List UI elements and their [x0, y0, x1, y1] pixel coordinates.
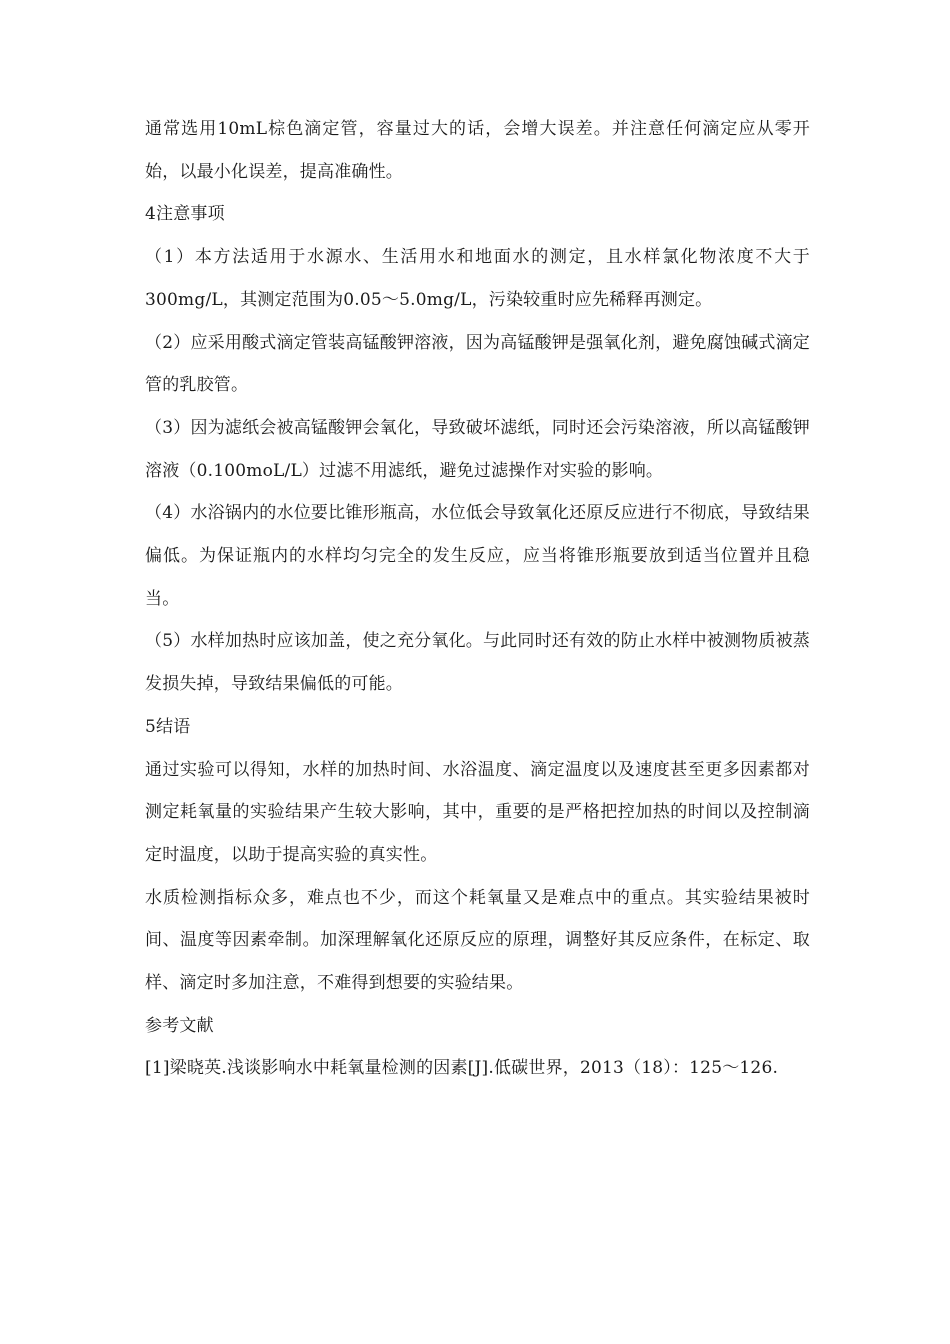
intro-paragraph: 通常选用10mL棕色滴定管，容量过大的话，会增大误差。并注意任何滴定应从零开始，以最小化误差，提高准确性。 [145, 119, 810, 182]
conclusion-paragraph-2: 水质检测指标众多，难点也不少，而这个耗氧量又是难点中的重点。其实验结果被时间、温度等因素牵制。加深理解氧化还原反应的原理，调整好其反应条件，在标定、取样、滴定时多加注意，不难得到想要的实验结果。 [145, 887, 810, 994]
conclusion-paragraph-1: 通过实验可以得知，水样的加热时间、水浴温度、滴定温度以及速度甚至更多因素都对测定耗氧量的实验结果产生较大影响，其中，重要的是严格把控加热的时间以及控制滴定时温度，以助于提高实验的真实性。 [145, 759, 810, 865]
note-item-3: （3）因为滤纸会被高锰酸钾会氧化，导致破坏滤纸，同时还会污染溶液，所以高锰酸钾溶液（0.100moL/L）过滤不用滤纸，避免过滤操作对实验的影响。 [145, 417, 810, 481]
document-body [145, 108, 810, 1090]
reference-item-1: [1]梁晓英.浅谈影响水中耗氧量检测的因素[J].低碳世界，2013（18）：125～126. [145, 1058, 779, 1079]
note-item-5: （5）水样加热时应该加盖，使之充分氧化。与此同时还有效的防止水样中被测物质被蒸发损失掉，导致结果偏低的可能。 [145, 631, 810, 695]
note-item-4: （4）水浴锅内的水位要比锥形瓶高，水位低会导致氧化还原反应进行不彻底，导致结果偏低。为保证瓶内的水样均匀完全的发生反应，应当将锥形瓶要放到适当位置并且稳当。 [145, 503, 810, 609]
references-heading: 参考文献 [145, 1015, 214, 1036]
note-item-2: （2）应采用酸式滴定管装高锰酸钾溶液，因为高锰酸钾是强氧化剂，避免腐蚀碱式滴定管的乳胶管。 [145, 332, 810, 396]
section-heading-notes: 4注意事项 [145, 204, 225, 225]
section-heading-conclusion: 5结语 [145, 716, 191, 737]
note-item-1: （1）本方法适用于水源水、生活用水和地面水的测定，且水样氯化物浓度不大于300mg/L，其测定范围为0.05～5.0mg/L，污染较重时应先稀释再测定。 [145, 247, 810, 310]
